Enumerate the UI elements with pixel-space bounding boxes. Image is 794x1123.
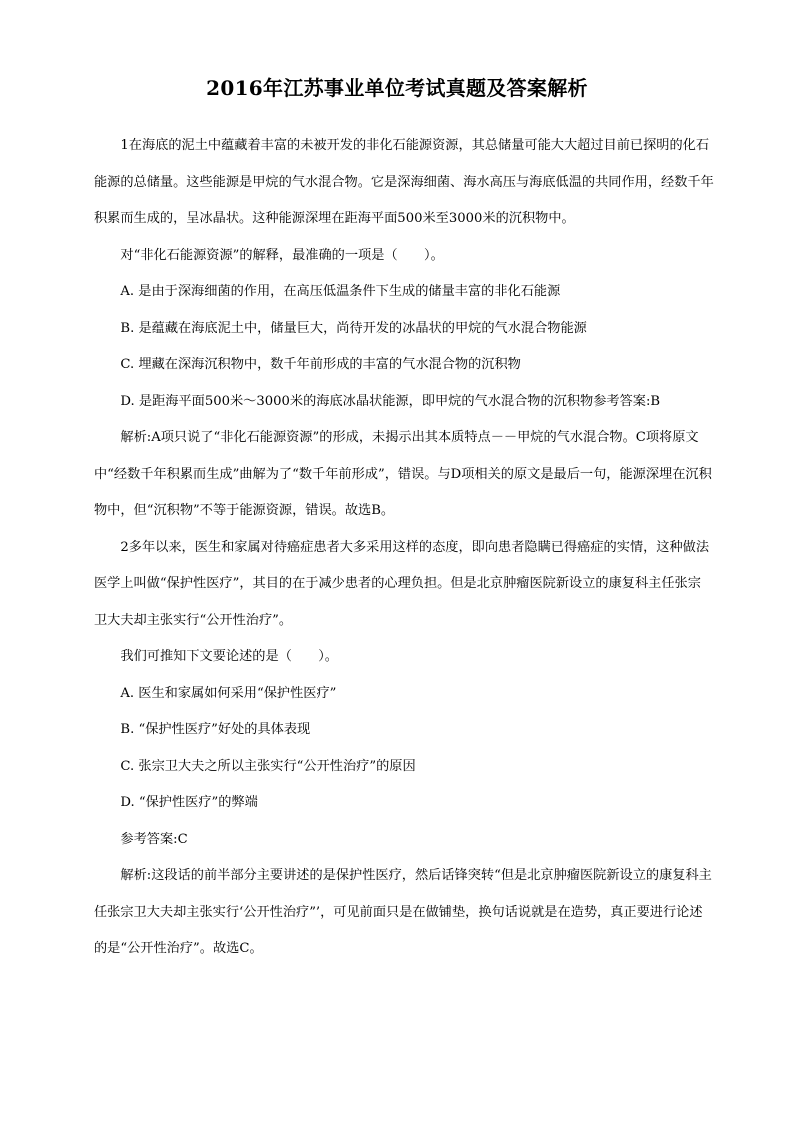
question-1-prompt: 对“非化石能源资源”的解释，最准确的一项是（ ）。: [120, 247, 444, 263]
question-2-analysis: 解析:这段话的前半部分主要讲述的是保护性医疗，然后话锋突转“但是北京肿瘤医院新设立的康复科主任张宗卫大夫却主张实行‘公开性治疗”’，可见前面只是在做铺垫，换句话说就是在造势，真正要进行论述的是“公开性治疗”。故选C。: [94, 868, 712, 956]
page-title: 2016年江苏事业单位考试真题及答案解析: [206, 76, 588, 100]
question-2-option-c: C. 张宗卫大夫之所以主张实行“公开性治疗”的原因: [120, 758, 416, 774]
question-1-option-b: B. 是蕴藏在海底泥土中，储量巨大，尚待开发的冰晶状的甲烷的气水混合物能源: [120, 320, 587, 336]
document-body: [94, 128, 714, 968]
question-1-option-a: A. 是由于深海细菌的作用，在高压低温条件下生成的储量丰富的非化石能源: [120, 284, 561, 299]
question-2-option-a: A. 医生和家属如何采用“保护性医疗”: [120, 685, 337, 701]
question-2-answer: 参考答案:C: [120, 831, 188, 847]
question-2-passage: 2多年以来，医生和家属对待癌症患者大多采用这样的态度，即向患者隐瞒已得癌症的实情，这种做法医学上叫做“保护性医疗”，其目的在于减少患者的心理负担。但是北京肿瘤医院新设立的康复科主任张宗卫大夫却主张实行“公开性治疗”。: [94, 539, 710, 628]
question-1-analysis: 解析:A项只说了“非化石能源资源”的形成，未揭示出其本质特点－－甲烷的气水混合物。C项将原文中“经数千年积累而生成”曲解为了“数千年前形成”，错误。与D项相关的原文是最后一句，能源深埋在沉积物中，但“沉积物”不等于能源资源，错误。故选B。: [94, 430, 712, 518]
question-1-passage: 1在海底的泥土中蕴藏着丰富的未被开发的非化石能源资源，其总储量可能大大超过目前已探明的化石能源的总储量。这些能源是甲烷的气水混合物。它是深海细菌、海水高压与海底低温的共同作用，经数千年积累而生成的，呈冰晶状。这种能源深埋在距海平面500米至3000米的沉积物中。: [94, 138, 714, 226]
question-2-prompt: 我们可推知下文要论述的是（ ）。: [120, 649, 338, 664]
question-1-option-c: C. 埋藏在深海沉积物中，数千年前形成的丰富的气水混合物的沉积物: [120, 357, 521, 372]
question-1-option-d: D. 是距海平面500米～3000米的海底冰晶状能源，即甲烷的气水混合物的沉积物参考答案:B: [120, 393, 661, 409]
question-2-option-b: B. “保护性医疗”好处的具体表现: [120, 722, 311, 737]
question-2-option-d: D. “保护性医疗”的弊端: [120, 795, 258, 810]
